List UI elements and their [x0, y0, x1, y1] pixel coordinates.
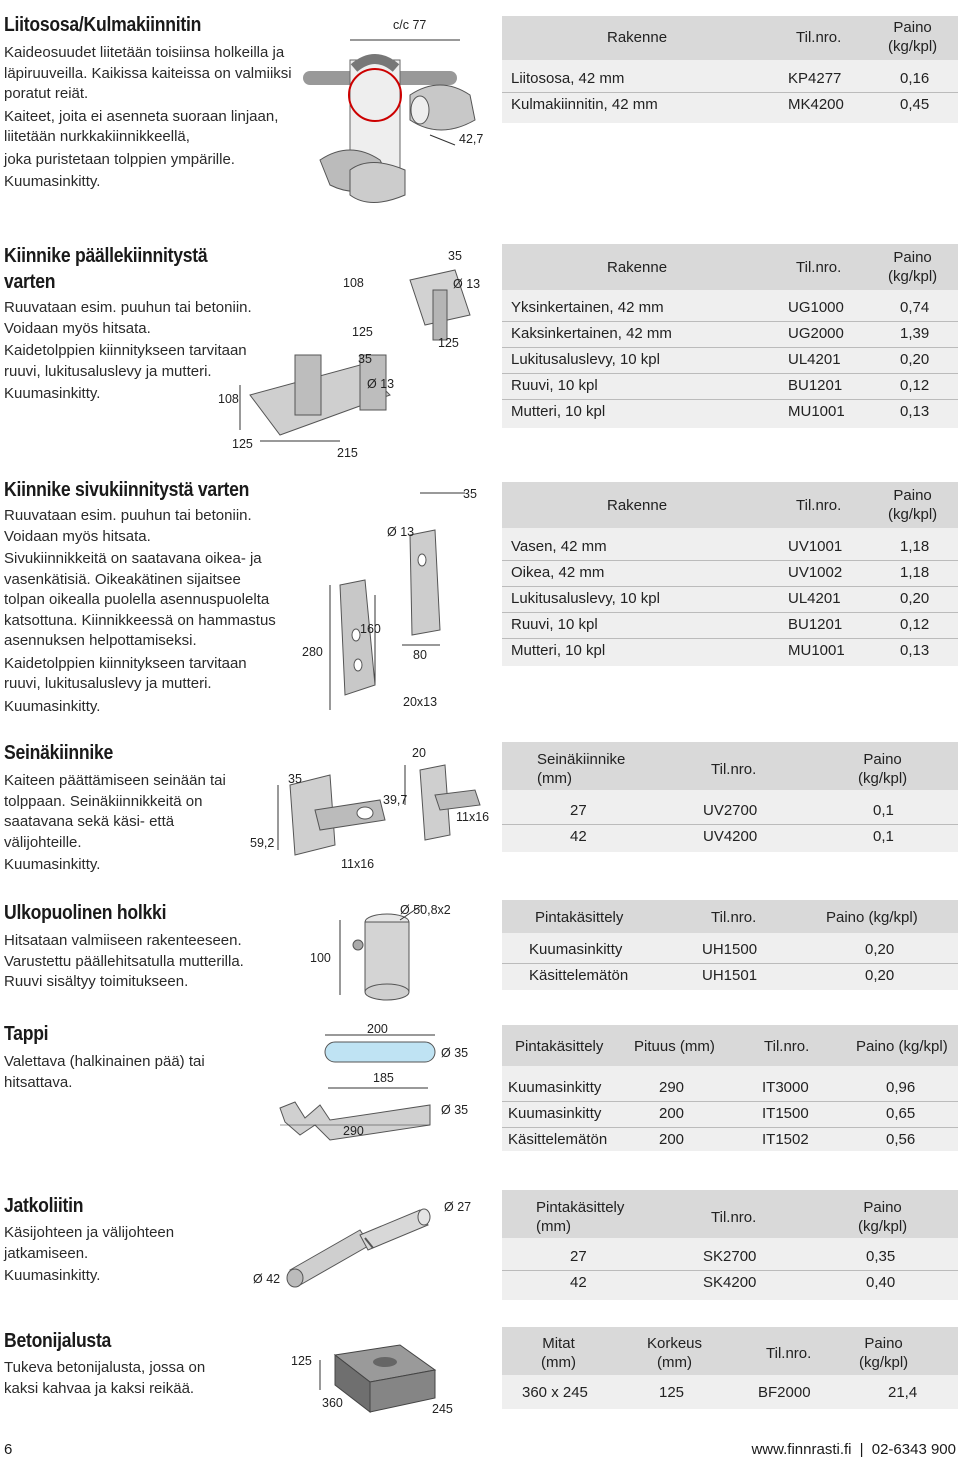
table-cell: 0,45: [900, 96, 930, 113]
section-desc-seinakiinnike: [4, 771, 226, 878]
table-cell: UH1501: [702, 967, 758, 984]
desc-line: Kuumasinkitty.: [4, 697, 101, 715]
table-cell: IT1500: [762, 1105, 809, 1122]
col-header-pituus: Pituus (mm): [634, 1038, 715, 1055]
table-cell: BF2000: [758, 1384, 811, 1401]
product-table-paallekiinnitys: [502, 244, 958, 428]
table-cell: Kuumasinkitty: [508, 1079, 602, 1096]
table-cell: UV4200: [703, 828, 758, 845]
table-cell: MK4200: [788, 96, 844, 113]
dim-label: 35: [358, 352, 372, 366]
table-cell: 0,1: [873, 802, 894, 819]
table-cell: 200: [659, 1105, 685, 1122]
dim-label: 290: [343, 1124, 364, 1138]
dim-label: 11x16: [456, 810, 490, 824]
table-cell: Käsittelemätön: [529, 967, 629, 984]
section-title-liitososa: Liitososa/Kulmakiinnitin: [4, 14, 202, 36]
table-cell: Ruuvi, 10 kpl: [511, 616, 598, 633]
section-title-seinakiinnike: Seinäkiinnike: [4, 742, 114, 764]
section-desc-tappi: [4, 1052, 234, 1095]
dim-label: 160: [360, 622, 381, 636]
col-header-paino-1: Paino (kg/kpl): [888, 19, 938, 55]
table-cell: 0,12: [900, 377, 930, 394]
section-desc-jatkoliitin: [4, 1223, 234, 1289]
col-header-pintakasittely: Pintakäsittely: [535, 909, 624, 926]
dim-label: 108: [343, 276, 364, 290]
website-link[interactable]: www.finnrasti.fi: [751, 1441, 852, 1458]
dim-label: 125: [291, 1354, 312, 1368]
section-desc-holkki: [4, 931, 269, 995]
dim-label: Ø 50,8x2: [400, 903, 451, 917]
table-cell: Lukitusaluslevy, 10 kpl: [511, 351, 660, 368]
dim-label: Ø 13: [453, 277, 481, 291]
col-header-pintakasittely: Pintakäsittely: [515, 1038, 604, 1055]
table-cell: 21,4: [888, 1384, 918, 1401]
col-header-rakenne: Rakenne: [607, 259, 668, 276]
table-cell: MU1001: [788, 403, 845, 420]
table-cell: Kuumasinkitty: [508, 1105, 602, 1122]
table-cell: 0,56: [886, 1131, 916, 1148]
desc-line: Tukeva betonijalusta, jossa on kaksi kahvaa ja kaksi reikää.: [4, 1359, 206, 1397]
table-cell: 290: [659, 1079, 685, 1096]
desc-line: Kaiteen päättämiseen seinään tai tolppaan. Seinäkiinnikkeitä on saatavana sekä käsi- että välijohteille.: [4, 772, 226, 851]
col-header-tilnro: Til.nro.: [796, 259, 842, 276]
col-header-rakenne: Rakenne: [607, 497, 668, 514]
dim-label: 245: [432, 1402, 453, 1416]
section-title-tappi: Tappi: [4, 1023, 49, 1045]
table-cell: 0,20: [900, 590, 930, 607]
dim-label: Ø 13: [367, 377, 395, 391]
col-header-tilnro: Til.nro.: [711, 1209, 757, 1226]
table-cell: Mutteri, 10 kpl: [511, 642, 606, 659]
dim-label: 100: [310, 951, 331, 965]
table-cell: Ruuvi, 10 kpl: [511, 377, 598, 394]
table-cell: Yksinkertainen, 42 mm: [511, 299, 664, 316]
product-table-liitososa: [502, 16, 958, 123]
dim-label: 200: [367, 1022, 388, 1036]
col-header-tilnro: Til.nro.: [711, 761, 757, 778]
desc-line: Kaidetolppien kiinnitykseen tarvitaan ruuvi, lukitusaluslevy ja mutteri.: [4, 342, 247, 380]
col-header-paino-8: Paino (kg/kpl): [859, 1335, 909, 1371]
col-header-tilnro: Til.nro.: [764, 1038, 810, 1055]
table-cell: Oikea, 42 mm: [511, 564, 605, 581]
section-desc-paallekiinnitys: [4, 298, 274, 407]
dim-label: 59,2: [250, 836, 275, 850]
table-cell: 0,13: [900, 642, 930, 659]
col-header-tilnro: Til.nro.: [796, 497, 842, 514]
dim-label: Ø 42: [253, 1272, 281, 1286]
table-cell: 0,96: [886, 1079, 916, 1096]
section-title-betonijalusta: Betonijalusta: [4, 1330, 112, 1352]
dim-label: Ø 13: [387, 525, 415, 539]
dim-label: 42,7: [459, 132, 484, 146]
product-table-betonijalusta: [502, 1327, 958, 1409]
table-cell: Käsittelemätön: [508, 1131, 608, 1148]
product-table-holkki: [502, 900, 958, 990]
dim-label: 125: [232, 437, 253, 451]
table-cell: UG1000: [788, 299, 844, 316]
dim-label: Ø 27: [444, 1200, 472, 1214]
table-cell: 0,40: [866, 1274, 896, 1291]
table-cell: Kulmakiinnitin, 42 mm: [511, 96, 658, 113]
table-cell: UH1500: [702, 941, 758, 958]
dim-label: 125: [352, 325, 373, 339]
table-cell: IT3000: [762, 1079, 809, 1096]
col-header-tilnro: Til.nro.: [796, 29, 842, 46]
col-header-paino-3: Paino (kg/kpl): [888, 487, 938, 523]
table-cell: Vasen, 42 mm: [511, 538, 607, 555]
table-cell: UL4201: [788, 351, 841, 368]
wall-bracket-illustration: [260, 745, 500, 870]
dim-label: c/c 77: [393, 18, 427, 32]
col-header-pintakasittely: Pintakäsittely (mm): [536, 1199, 625, 1235]
col-header-paino-6: Paino (kg/kpl): [856, 1038, 948, 1055]
table-cell: 1,18: [900, 538, 930, 555]
table-cell: 0,16: [900, 70, 930, 87]
desc-line: Kaideosuudet liitetään toisiinsa holkeilla ja läpiruuveilla. Kaikissa kaiteissa on valmiiksi poratut reiät.: [4, 44, 292, 102]
dim-label: Ø 35: [441, 1103, 469, 1117]
table-cell: 0,74: [900, 299, 930, 316]
table-cell: SK2700: [703, 1248, 757, 1265]
section-title-sivukiinnitys: Kiinnike sivukiinnitystä varten: [4, 479, 250, 501]
table-cell: 0,20: [865, 967, 895, 984]
side-bracket-illustration: [300, 485, 500, 715]
table-cell: 27: [570, 802, 587, 819]
table-cell: 0,65: [886, 1105, 916, 1122]
dim-label: 39,7: [383, 793, 408, 807]
section-title-jatkoliitin: Jatkoliitin: [4, 1195, 84, 1217]
table-cell: 200: [659, 1131, 685, 1148]
phone-number: 02-6343 900: [871, 1441, 956, 1458]
col-header-paino-2: Paino (kg/kpl): [888, 249, 938, 285]
col-header-tilnro: Til.nro.: [766, 1345, 812, 1362]
col-header-paino-7: Paino (kg/kpl): [858, 1199, 908, 1235]
dim-label: 35: [448, 249, 462, 263]
section-title-paallekiinnitys: Kiinnike päällekiinnitystä varten: [4, 245, 208, 293]
table-cell: 1,39: [900, 325, 930, 342]
desc-line: Ruuvataan esim. puuhun tai betoniin. Voidaan myös hitsata.: [4, 507, 252, 545]
table-cell: 360 x 245: [522, 1384, 588, 1401]
dim-label: 215: [337, 446, 358, 460]
table-cell: 42: [570, 1274, 587, 1291]
table-cell: MU1001: [788, 642, 845, 659]
desc-line: Kuumasinkitty.: [4, 1267, 101, 1284]
table-cell: Kuumasinkitty: [529, 941, 623, 958]
table-cell: 0,20: [865, 941, 895, 958]
col-header-paino-5: Paino (kg/kpl): [826, 909, 918, 926]
dim-label: 185: [373, 1071, 394, 1085]
table-cell: 0,35: [866, 1248, 896, 1265]
desc-line: Kuumasinkitty.: [4, 173, 101, 190]
section-desc-liitososa: [4, 43, 304, 195]
desc-line: Kaidetolppien kiinnitykseen tarvitaan ruuvi, lukitusaluslevy ja mutteri.: [4, 654, 247, 692]
table-cell: 1,18: [900, 564, 930, 581]
section-title-holkki: Ulkopuolinen holkki: [4, 902, 167, 924]
desc-line: Kuumasinkitty.: [4, 856, 101, 873]
desc-line: Valettava (halkinainen pää) tai hitsattava.: [4, 1053, 205, 1091]
col-header-rakenne: Rakenne: [607, 29, 668, 46]
footer-separator: |: [859, 1441, 864, 1458]
table-cell: KP4277: [788, 70, 842, 87]
desc-line: Kaiteet, joita ei asenneta suoraan linjaan, liitetään nurkkakiinnikkeellä,: [4, 107, 279, 145]
dim-label: Ø 35: [441, 1046, 469, 1060]
col-header-tilnro: Til.nro.: [711, 909, 757, 926]
desc-line: Käsijohteen ja välijohteen jatkamiseen.: [4, 1224, 175, 1262]
col-header-korkeus: Korkeus (mm): [647, 1335, 703, 1371]
section-desc-sivukiinnitys: [4, 506, 284, 719]
product-table-sivukiinnitys: [502, 482, 958, 666]
product-table-seinakiinnike: [502, 742, 958, 852]
table-cell: Kaksinkertainen, 42 mm: [511, 325, 672, 342]
connector-illustration: [270, 1200, 470, 1290]
coupling-illustration: [310, 20, 500, 220]
table-cell: SK4200: [703, 1274, 757, 1291]
table-cell: 0,13: [900, 403, 930, 420]
table-cell: 42: [570, 828, 587, 845]
product-table-jatkoliitin: [502, 1190, 958, 1300]
table-cell: IT1502: [762, 1131, 809, 1148]
dim-label: 360: [322, 1396, 343, 1410]
col-header-mitat: Mitat (mm): [541, 1335, 576, 1371]
table-cell: UV1001: [788, 538, 843, 555]
table-cell: UV1002: [788, 564, 843, 581]
table-cell: 27: [570, 1248, 587, 1265]
desc-line: Sivukiinnikkeitä on saatavana oikea- ja vasenkätisiä. Oikeakätinen sijaitsee tolpan oikealla puolella asennuspuolelta katsottuna. Kiinnikkeessä on hammastus asennuksen helpottamiseksi.: [4, 550, 276, 649]
col-header-seinakiinnike: Seinäkiinnike (mm): [537, 751, 626, 787]
table-cell: UL4201: [788, 590, 841, 607]
col-header-paino-4: Paino (kg/kpl): [858, 751, 908, 787]
table-cell: Liitososa, 42 mm: [511, 70, 625, 87]
table-cell: UG2000: [788, 325, 844, 342]
table-cell: Mutteri, 10 kpl: [511, 403, 606, 420]
product-table-tappi: [502, 1025, 958, 1151]
dim-label: 280: [302, 645, 323, 659]
desc-line: Ruuvataan esim. puuhun tai betoniin. Voidaan myös hitsata.: [4, 299, 252, 337]
desc-line: joka puristetaan tolppien ympärille.: [4, 150, 235, 168]
page-number: 6: [4, 1441, 13, 1458]
table-cell: 0,12: [900, 616, 930, 633]
table-cell: 125: [659, 1384, 685, 1401]
footer-contact: [751, 1441, 956, 1458]
dim-label: 35: [288, 772, 302, 786]
dim-label: 35: [463, 487, 477, 501]
dim-label: 108: [218, 392, 239, 406]
table-cell: Lukitusaluslevy, 10 kpl: [511, 590, 660, 607]
desc-line: Kuumasinkitty.: [4, 385, 101, 402]
table-cell: 0,20: [900, 351, 930, 368]
table-cell: 0,1: [873, 828, 894, 845]
desc-line: Hitsataan valmiiseen rakenteeseen. Varustettu päällehitsatulla mutterilla. Ruuvi sisältyy toimitukseen.: [4, 932, 244, 990]
dim-label: 80: [413, 648, 427, 662]
section-desc-betonijalusta: [4, 1358, 234, 1401]
dim-label: 20x13: [403, 695, 438, 709]
dim-label: 11x16: [341, 857, 375, 871]
table-cell: BU1201: [788, 377, 843, 394]
table-cell: UV2700: [703, 802, 758, 819]
table-cell: BU1201: [788, 616, 843, 633]
dim-label: 20: [412, 746, 426, 760]
dim-label: 125: [438, 336, 459, 350]
